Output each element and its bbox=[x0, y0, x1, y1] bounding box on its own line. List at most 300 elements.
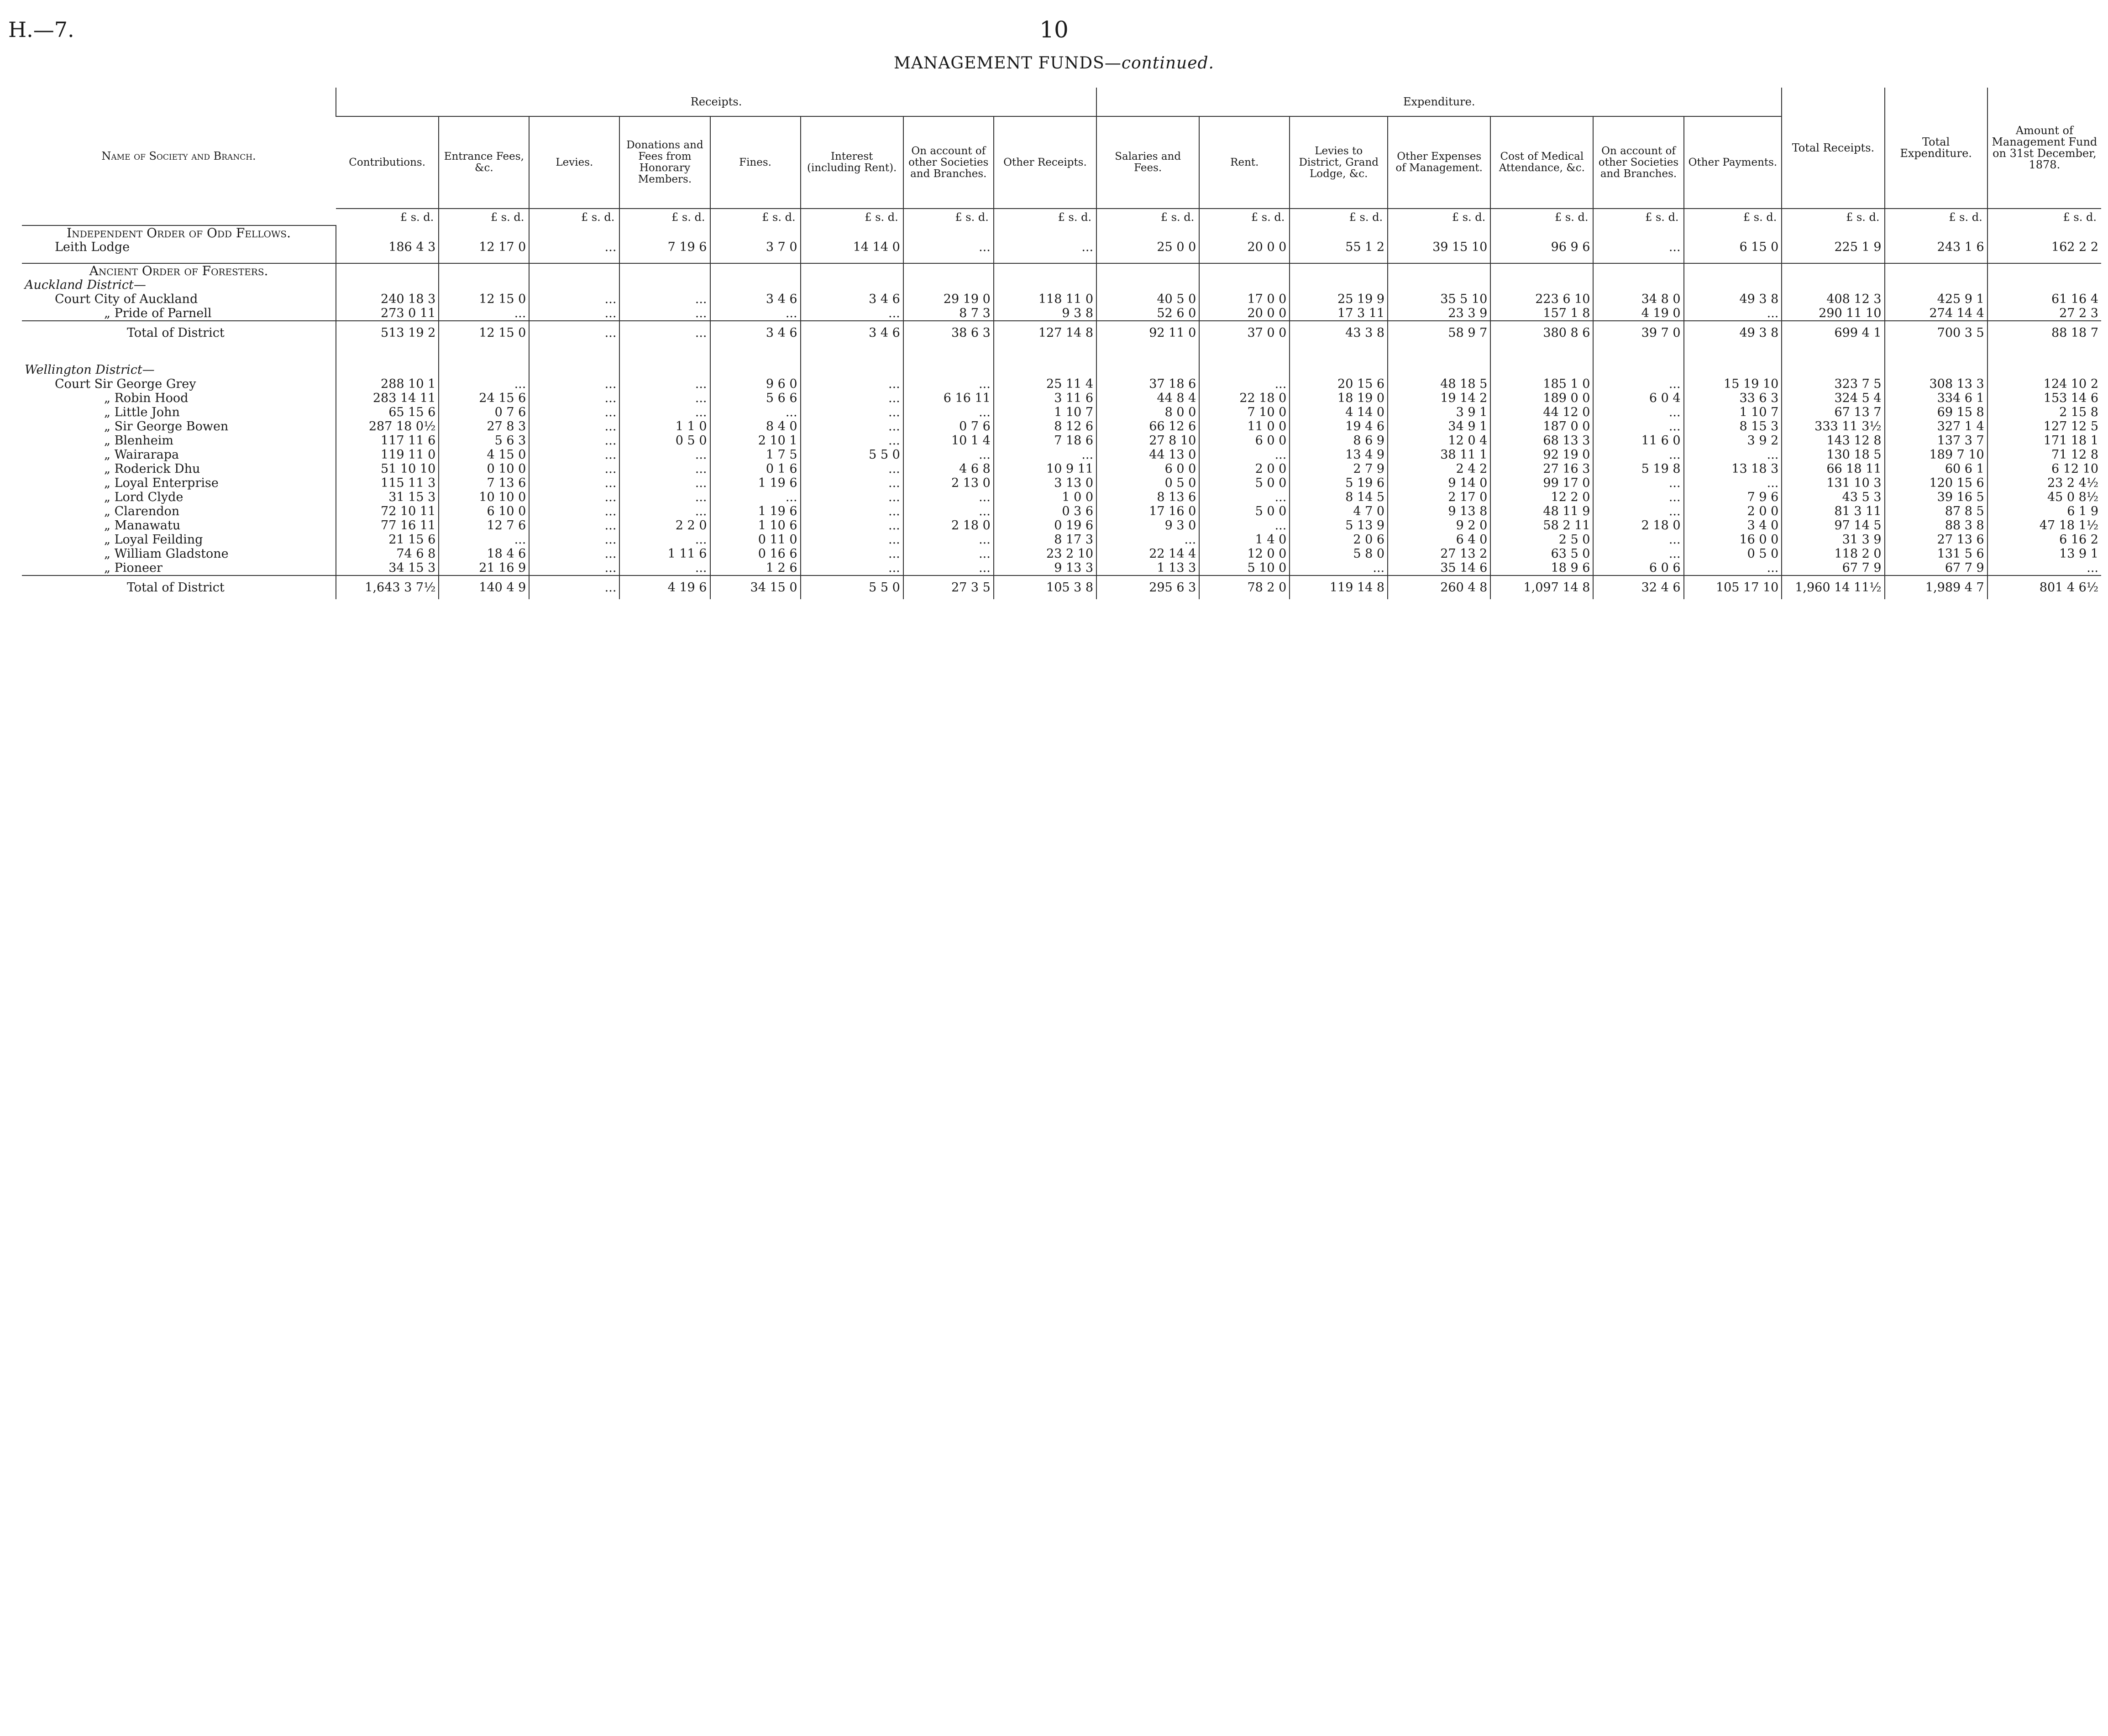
value-cell: ... bbox=[903, 405, 994, 419]
value-cell bbox=[439, 363, 529, 377]
value-cell: 10 9 11 bbox=[994, 462, 1096, 476]
empty-cell bbox=[801, 263, 903, 278]
spacer-row bbox=[22, 345, 2101, 354]
value-cell: ... bbox=[1684, 306, 1782, 321]
value-cell: 60 6 1 bbox=[1885, 462, 1987, 476]
value-cell: 17 0 0 bbox=[1199, 292, 1290, 306]
branch-name: „ Loyal Feilding bbox=[104, 533, 203, 547]
value-cell: 34 15 0 bbox=[710, 575, 801, 599]
spacer-cell bbox=[710, 354, 801, 363]
value-cell: 77 16 11 bbox=[336, 518, 439, 533]
table-row bbox=[22, 504, 2101, 518]
value-cell: 55 1 2 bbox=[1290, 240, 1388, 254]
value-cell: 27 16 3 bbox=[1490, 462, 1593, 476]
value-cell: 324 5 4 bbox=[1782, 391, 1884, 405]
table-row bbox=[22, 405, 2101, 419]
value-cell: 185 1 0 bbox=[1490, 377, 1593, 391]
value-cell: 162 2 2 bbox=[1987, 240, 2101, 254]
value-cell: ... bbox=[1096, 533, 1199, 547]
col-header-total-receipts: Total Receipts. bbox=[1782, 88, 1884, 209]
value-cell: 187 0 0 bbox=[1490, 419, 1593, 434]
value-cell: ... bbox=[529, 321, 619, 345]
value-cell: 334 6 1 bbox=[1885, 391, 1987, 405]
value-cell: 9 3 0 bbox=[1096, 518, 1199, 533]
spacer-cell bbox=[1782, 354, 1884, 363]
value-cell: 0 5 0 bbox=[619, 434, 710, 448]
value-cell: ... bbox=[1593, 504, 1683, 518]
value-cell: ... bbox=[529, 419, 619, 434]
col-header-other-expenses: Other Expenses of Management. bbox=[1388, 116, 1490, 209]
value-cell: 5 5 0 bbox=[801, 575, 903, 599]
empty-cell bbox=[1885, 225, 1987, 240]
value-cell: ... bbox=[1199, 377, 1290, 391]
value-cell: ... bbox=[903, 504, 994, 518]
value-cell bbox=[619, 278, 710, 292]
spacer-cell bbox=[903, 354, 994, 363]
value-cell: 3 4 6 bbox=[801, 292, 903, 306]
value-cell: ... bbox=[801, 419, 903, 434]
spacer-cell bbox=[801, 254, 903, 263]
value-cell: 2 13 0 bbox=[903, 476, 994, 490]
value-cell: ... bbox=[801, 462, 903, 476]
value-cell: ... bbox=[619, 391, 710, 405]
value-cell: ... bbox=[801, 434, 903, 448]
col-header-levies: Levies. bbox=[529, 116, 619, 209]
section-title: Ancient Order of Foresters. bbox=[22, 263, 336, 278]
value-cell bbox=[994, 278, 1096, 292]
value-cell: ... bbox=[1593, 240, 1683, 254]
value-cell: 8 14 5 bbox=[1290, 490, 1388, 504]
value-cell: 153 14 6 bbox=[1987, 391, 2101, 405]
value-cell: 27 8 10 bbox=[1096, 434, 1199, 448]
title-main: MANAGEMENT FUNDS— bbox=[893, 54, 1122, 73]
branch-name: „ William Gladstone bbox=[104, 547, 229, 561]
value-cell: 1,643 3 7½ bbox=[336, 575, 439, 599]
spacer-cell bbox=[529, 345, 619, 354]
value-cell: 6 16 2 bbox=[1987, 533, 2101, 547]
value-cell: 171 18 1 bbox=[1987, 434, 2101, 448]
value-cell bbox=[1290, 278, 1388, 292]
spacer-cell bbox=[439, 354, 529, 363]
value-cell: 3 7 0 bbox=[710, 240, 801, 254]
value-cell: 5 10 0 bbox=[1199, 561, 1290, 575]
col-header-entrance-fees: Entrance Fees, &c. bbox=[439, 116, 529, 209]
district-row bbox=[22, 278, 2101, 292]
value-cell: ... bbox=[529, 561, 619, 575]
value-cell: ... bbox=[710, 306, 801, 321]
value-cell: 22 14 4 bbox=[1096, 547, 1199, 561]
value-cell: ... bbox=[801, 476, 903, 490]
value-cell: 4 15 0 bbox=[439, 448, 529, 462]
value-cell: ... bbox=[619, 377, 710, 391]
col-header-rent: Rent. bbox=[1199, 116, 1290, 209]
value-cell bbox=[1388, 363, 1490, 377]
value-cell bbox=[1593, 363, 1683, 377]
value-cell: 1 10 7 bbox=[1684, 405, 1782, 419]
value-cell bbox=[710, 363, 801, 377]
empty-cell bbox=[1987, 263, 2101, 278]
value-cell: 12 15 0 bbox=[439, 292, 529, 306]
empty-cell bbox=[1987, 225, 2101, 240]
value-cell: 43 3 8 bbox=[1290, 321, 1388, 345]
spacer-cell bbox=[619, 354, 710, 363]
value-cell: ... bbox=[710, 490, 801, 504]
value-cell: ... bbox=[529, 533, 619, 547]
value-cell: 4 19 6 bbox=[619, 575, 710, 599]
value-cell: 52 6 0 bbox=[1096, 306, 1199, 321]
value-cell: ... bbox=[439, 377, 529, 391]
value-cell: 1 13 3 bbox=[1096, 561, 1199, 575]
units-cell: £ s. d. bbox=[400, 210, 434, 224]
value-cell: 273 0 11 bbox=[336, 306, 439, 321]
value-cell: 37 18 6 bbox=[1096, 377, 1199, 391]
value-cell bbox=[1987, 363, 2101, 377]
empty-cell bbox=[1490, 263, 1593, 278]
value-cell: 24 15 6 bbox=[439, 391, 529, 405]
value-cell: ... bbox=[801, 377, 903, 391]
page-number: 10 bbox=[1039, 16, 1069, 43]
empty-cell bbox=[1885, 263, 1987, 278]
empty-cell bbox=[1199, 225, 1290, 240]
units-cell: £ s. d. bbox=[994, 209, 1096, 225]
spacer-cell bbox=[1885, 254, 1987, 263]
value-cell: 1 0 0 bbox=[994, 490, 1096, 504]
value-cell: ... bbox=[1593, 377, 1683, 391]
table-body bbox=[22, 225, 2101, 599]
value-cell: 17 3 11 bbox=[1290, 306, 1388, 321]
spacer-cell bbox=[994, 345, 1096, 354]
value-cell: 131 5 6 bbox=[1885, 547, 1987, 561]
district-title: Auckland District— bbox=[25, 278, 146, 292]
value-cell: ... bbox=[619, 321, 710, 345]
spacer-row bbox=[22, 354, 2101, 363]
value-cell bbox=[336, 278, 439, 292]
value-cell: ... bbox=[619, 504, 710, 518]
spacer-cell bbox=[994, 254, 1096, 263]
value-cell: 6 15 0 bbox=[1684, 240, 1782, 254]
value-cell: ... bbox=[619, 533, 710, 547]
spacer-cell bbox=[1199, 345, 1290, 354]
value-cell: ... bbox=[1199, 490, 1290, 504]
value-cell: ... bbox=[529, 575, 619, 599]
value-cell: 16 0 0 bbox=[1684, 533, 1782, 547]
value-cell: 27 3 5 bbox=[903, 575, 994, 599]
value-cell: 513 19 2 bbox=[336, 321, 439, 345]
empty-cell bbox=[903, 225, 994, 240]
value-cell: 1 7 5 bbox=[710, 448, 801, 462]
value-cell: ... bbox=[1684, 476, 1782, 490]
total-label: Total of District bbox=[22, 575, 336, 599]
value-cell: 8 13 6 bbox=[1096, 490, 1199, 504]
value-cell: 240 18 3 bbox=[336, 292, 439, 306]
spacer-cell bbox=[1490, 354, 1593, 363]
spacer-cell bbox=[1987, 345, 2101, 354]
units-cell: £ s. d. bbox=[1199, 209, 1290, 225]
value-cell: ... bbox=[903, 547, 994, 561]
value-cell: 1 2 6 bbox=[710, 561, 801, 575]
spacer-cell bbox=[903, 254, 994, 263]
value-cell bbox=[1096, 278, 1199, 292]
value-cell: ... bbox=[1593, 533, 1683, 547]
branch-name: „ Manawatu bbox=[104, 518, 181, 533]
title-continued: continued. bbox=[1121, 54, 1214, 73]
value-cell bbox=[1987, 278, 2101, 292]
value-cell: 12 7 6 bbox=[439, 518, 529, 533]
value-cell: 8 15 3 bbox=[1684, 419, 1782, 434]
value-cell: 72 10 11 bbox=[336, 504, 439, 518]
table-row bbox=[22, 448, 2101, 462]
value-cell: 295 6 3 bbox=[1096, 575, 1199, 599]
spacer-cell bbox=[710, 254, 801, 263]
value-cell: 157 1 8 bbox=[1490, 306, 1593, 321]
spacer-cell bbox=[1199, 254, 1290, 263]
empty-cell bbox=[994, 225, 1096, 240]
value-cell: ... bbox=[439, 533, 529, 547]
value-cell: 189 7 10 bbox=[1885, 448, 1987, 462]
value-cell: 19 4 6 bbox=[1290, 419, 1388, 434]
value-cell: ... bbox=[903, 561, 994, 575]
empty-cell bbox=[1490, 225, 1593, 240]
value-cell: ... bbox=[801, 518, 903, 533]
value-cell: 7 10 0 bbox=[1199, 405, 1290, 419]
units-cell: £ s. d. bbox=[1490, 209, 1593, 225]
spacer-cell bbox=[1388, 354, 1490, 363]
value-cell: 33 6 3 bbox=[1684, 391, 1782, 405]
value-cell: 118 2 0 bbox=[1782, 547, 1884, 561]
value-cell: 21 15 6 bbox=[336, 533, 439, 547]
value-cell: 9 13 8 bbox=[1388, 504, 1490, 518]
units-cell: £ s. d. bbox=[1684, 209, 1782, 225]
col-header-total-expenditure: Total Expenditure. bbox=[1885, 88, 1987, 209]
value-cell: 0 11 0 bbox=[710, 533, 801, 547]
value-cell: 78 2 0 bbox=[1199, 575, 1290, 599]
value-cell: ... bbox=[801, 533, 903, 547]
value-cell: 4 7 0 bbox=[1290, 504, 1388, 518]
value-cell: 7 9 6 bbox=[1684, 490, 1782, 504]
value-cell: ... bbox=[1684, 561, 1782, 575]
value-cell: 0 7 6 bbox=[439, 405, 529, 419]
value-cell: 0 3 6 bbox=[994, 504, 1096, 518]
value-cell: 140 4 9 bbox=[439, 575, 529, 599]
spacer-cell bbox=[1388, 254, 1490, 263]
value-cell: 2 2 0 bbox=[619, 518, 710, 533]
value-cell: 32 4 6 bbox=[1593, 575, 1683, 599]
value-cell: 6 12 10 bbox=[1987, 462, 2101, 476]
value-cell: ... bbox=[529, 462, 619, 476]
value-cell: 127 12 5 bbox=[1987, 419, 2101, 434]
empty-cell bbox=[529, 263, 619, 278]
value-cell: 61 16 4 bbox=[1987, 292, 2101, 306]
value-cell bbox=[1684, 278, 1782, 292]
value-cell: 131 10 3 bbox=[1782, 476, 1884, 490]
units-cell: £ s. d. bbox=[1593, 209, 1683, 225]
col-header-receipts-other-societies: On account of other Societies and Branches. bbox=[903, 116, 994, 209]
value-cell: 6 0 0 bbox=[1199, 434, 1290, 448]
spacer-cell bbox=[801, 345, 903, 354]
value-cell: 260 4 8 bbox=[1388, 575, 1490, 599]
units-cell: £ s. d. bbox=[1290, 209, 1388, 225]
value-cell: 12 15 0 bbox=[439, 321, 529, 345]
value-cell: 23 2 4½ bbox=[1987, 476, 2101, 490]
value-cell: 5 6 6 bbox=[710, 391, 801, 405]
value-cell: ... bbox=[1593, 490, 1683, 504]
value-cell: ... bbox=[619, 462, 710, 476]
value-cell: 4 6 8 bbox=[903, 462, 994, 476]
empty-cell bbox=[439, 263, 529, 278]
value-cell: ... bbox=[801, 547, 903, 561]
value-cell: ... bbox=[619, 306, 710, 321]
district-row bbox=[22, 363, 2101, 377]
spacer-cell bbox=[619, 254, 710, 263]
value-cell: 119 11 0 bbox=[336, 448, 439, 462]
value-cell bbox=[801, 278, 903, 292]
empty-cell bbox=[994, 263, 1096, 278]
value-cell: 118 11 0 bbox=[994, 292, 1096, 306]
value-cell: 0 7 6 bbox=[903, 419, 994, 434]
col-header-medical: Cost of Medical Attendance, &c. bbox=[1490, 116, 1593, 209]
spacer-cell bbox=[336, 345, 439, 354]
value-cell: ... bbox=[529, 405, 619, 419]
value-cell: 4 14 0 bbox=[1290, 405, 1388, 419]
value-cell: 127 14 8 bbox=[994, 321, 1096, 345]
value-cell: ... bbox=[801, 306, 903, 321]
table-row bbox=[22, 533, 2101, 547]
value-cell: 13 4 9 bbox=[1290, 448, 1388, 462]
value-cell: 67 7 9 bbox=[1782, 561, 1884, 575]
value-cell: 8 7 3 bbox=[903, 306, 994, 321]
value-cell: 5 6 3 bbox=[439, 434, 529, 448]
spacer-cell bbox=[619, 345, 710, 354]
value-cell: 2 15 8 bbox=[1987, 405, 2101, 419]
value-cell: 58 2 11 bbox=[1490, 518, 1593, 533]
value-cell: 35 14 6 bbox=[1388, 561, 1490, 575]
value-cell: 19 14 2 bbox=[1388, 391, 1490, 405]
value-cell: 2 10 1 bbox=[710, 434, 801, 448]
value-cell: 39 7 0 bbox=[1593, 321, 1683, 345]
value-cell: 8 17 3 bbox=[994, 533, 1096, 547]
value-cell: 34 9 1 bbox=[1388, 419, 1490, 434]
value-cell: 117 11 6 bbox=[336, 434, 439, 448]
value-cell: 10 10 0 bbox=[439, 490, 529, 504]
value-cell: 5 0 0 bbox=[1199, 476, 1290, 490]
value-cell: 12 17 0 bbox=[439, 240, 529, 254]
value-cell: 63 5 0 bbox=[1490, 547, 1593, 561]
empty-cell bbox=[1290, 225, 1388, 240]
spacer-cell bbox=[1684, 345, 1782, 354]
empty-cell bbox=[529, 225, 619, 240]
spacer-cell bbox=[1290, 345, 1388, 354]
value-cell: 21 16 9 bbox=[439, 561, 529, 575]
value-cell: ... bbox=[903, 240, 994, 254]
value-cell: ... bbox=[529, 504, 619, 518]
value-cell bbox=[1684, 363, 1782, 377]
value-cell: 69 15 8 bbox=[1885, 405, 1987, 419]
spacer-cell bbox=[1290, 254, 1388, 263]
section-title-row bbox=[22, 225, 2101, 240]
value-cell: 10 1 4 bbox=[903, 434, 994, 448]
value-cell: 0 10 0 bbox=[439, 462, 529, 476]
value-cell: 92 11 0 bbox=[1096, 321, 1199, 345]
value-cell: ... bbox=[801, 561, 903, 575]
value-cell: 71 12 8 bbox=[1987, 448, 2101, 462]
value-cell bbox=[1782, 278, 1884, 292]
value-cell: 3 4 6 bbox=[801, 321, 903, 345]
value-cell: 425 9 1 bbox=[1885, 292, 1987, 306]
section-title-row bbox=[22, 263, 2101, 278]
value-cell: 333 11 3½ bbox=[1782, 419, 1884, 434]
value-cell: 20 0 0 bbox=[1199, 306, 1290, 321]
value-cell: 20 0 0 bbox=[1199, 240, 1290, 254]
col-header-other-receipts: Other Receipts. bbox=[994, 116, 1096, 209]
value-cell: ... bbox=[529, 240, 619, 254]
value-cell: 308 13 3 bbox=[1885, 377, 1987, 391]
units-cell: £ s. d. bbox=[1096, 209, 1199, 225]
value-cell: ... bbox=[710, 405, 801, 419]
units-cell: £ s. d. bbox=[801, 209, 903, 225]
value-cell: 44 13 0 bbox=[1096, 448, 1199, 462]
value-cell: 2 5 0 bbox=[1490, 533, 1593, 547]
section-title: Independent Order of Odd Fellows. bbox=[67, 225, 291, 240]
value-cell: 92 19 0 bbox=[1490, 448, 1593, 462]
value-cell: 5 13 9 bbox=[1290, 518, 1388, 533]
branch-name: „ Pioneer bbox=[104, 561, 163, 575]
district-title: Wellington District— bbox=[25, 363, 155, 377]
col-header-other-payments: Other Payments. bbox=[1684, 116, 1782, 209]
value-cell: 58 9 7 bbox=[1388, 321, 1490, 345]
value-cell: ... bbox=[619, 490, 710, 504]
col-header-payments-other-societies: On account of other Societies and Branches. bbox=[1593, 116, 1683, 209]
value-cell bbox=[1593, 278, 1683, 292]
value-cell: ... bbox=[619, 448, 710, 462]
value-cell: 97 14 5 bbox=[1782, 518, 1884, 533]
empty-cell bbox=[336, 263, 439, 278]
value-cell: 6 10 0 bbox=[439, 504, 529, 518]
value-cell: 39 16 5 bbox=[1885, 490, 1987, 504]
value-cell: 14 14 0 bbox=[801, 240, 903, 254]
value-cell: ... bbox=[619, 292, 710, 306]
units-cell: £ s. d. bbox=[619, 209, 710, 225]
value-cell bbox=[619, 363, 710, 377]
value-cell: 67 13 7 bbox=[1782, 405, 1884, 419]
value-cell: ... bbox=[529, 448, 619, 462]
value-cell: 6 0 0 bbox=[1096, 462, 1199, 476]
spacer-cell bbox=[1593, 345, 1683, 354]
value-cell bbox=[529, 363, 619, 377]
value-cell: 380 8 6 bbox=[1490, 321, 1593, 345]
table-row bbox=[22, 377, 2101, 391]
value-cell bbox=[1490, 363, 1593, 377]
units-cell: £ s. d. bbox=[1885, 209, 1987, 225]
empty-cell bbox=[1593, 263, 1683, 278]
value-cell: 3 4 6 bbox=[710, 292, 801, 306]
value-cell: 40 5 0 bbox=[1096, 292, 1199, 306]
empty-cell bbox=[1684, 263, 1782, 278]
value-cell: 1,097 14 8 bbox=[1490, 575, 1593, 599]
value-cell: ... bbox=[1987, 561, 2101, 575]
value-cell: 34 15 3 bbox=[336, 561, 439, 575]
value-cell: ... bbox=[619, 405, 710, 419]
value-cell: 3 13 0 bbox=[994, 476, 1096, 490]
value-cell: 9 3 8 bbox=[994, 306, 1096, 321]
empty-cell bbox=[903, 263, 994, 278]
management-funds-table bbox=[22, 88, 2101, 599]
value-cell: ... bbox=[994, 448, 1096, 462]
total-row bbox=[22, 575, 2101, 599]
value-cell bbox=[994, 363, 1096, 377]
value-cell: 48 11 9 bbox=[1490, 504, 1593, 518]
value-cell: 287 18 0½ bbox=[336, 419, 439, 434]
value-cell: 18 19 0 bbox=[1290, 391, 1388, 405]
